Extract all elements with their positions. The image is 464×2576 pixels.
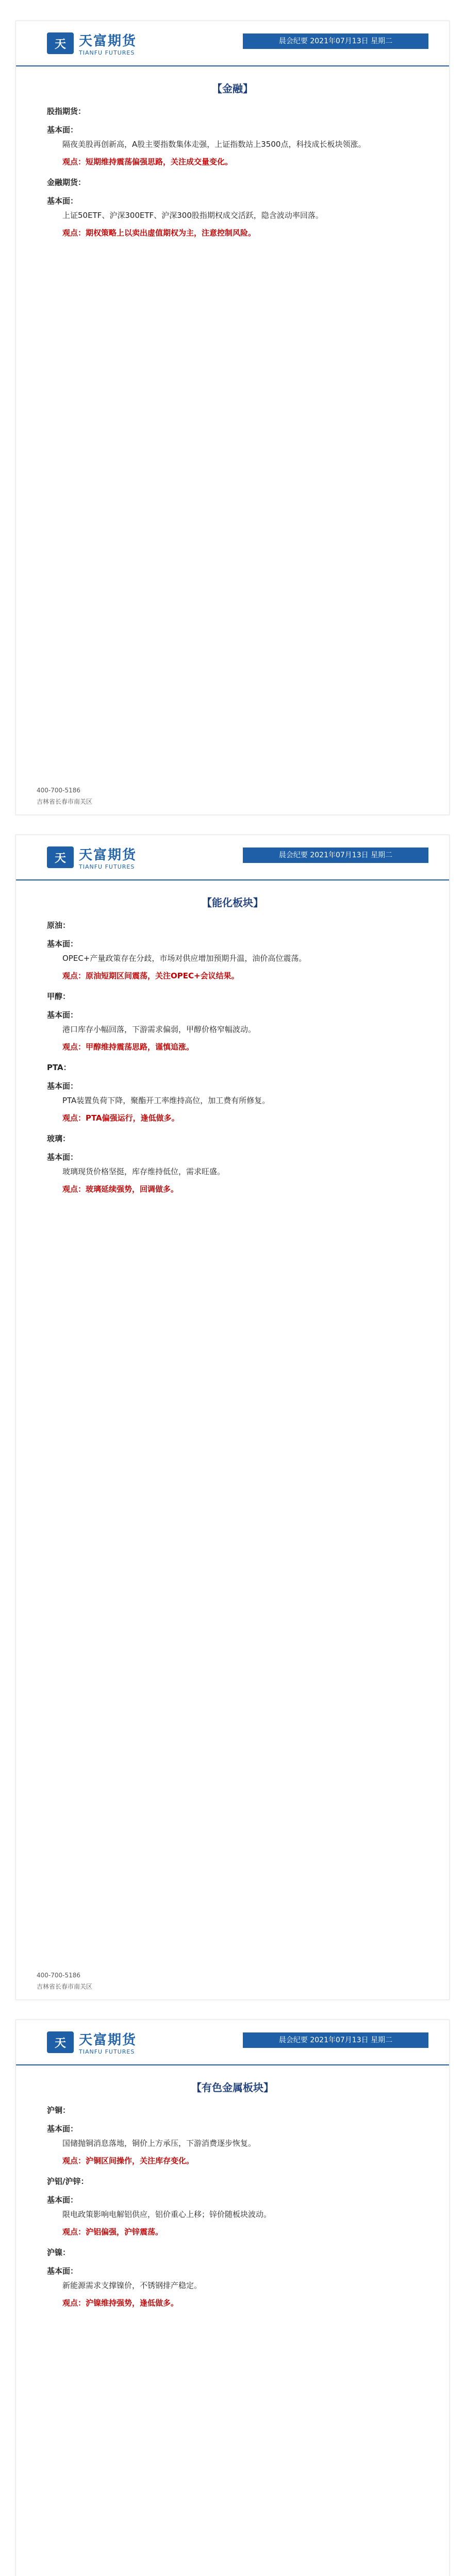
logo-name: 天富期货 [79, 33, 137, 49]
logo-name: 天富期货 [79, 2032, 137, 2048]
viewpoint: 观点：沪铝偏强，沪锌震荡。 [62, 2227, 163, 2236]
logo-subtitle: TIANFU FUTURES [79, 49, 135, 56]
paragraph: 上证50ETF、沪深300ETF、沪深300股指期权成交活跃，隐含波动率回落。 [62, 211, 323, 220]
item-subtitle: 基本面： [47, 196, 78, 206]
item-title: 沪铜： [47, 2106, 71, 2115]
item-title: 沪铝/沪锌： [47, 2177, 89, 2186]
address-text: 吉林省长春市南关区 [37, 798, 93, 805]
logo-subtitle: TIANFU FUTURES [79, 863, 135, 870]
item-subtitle: 基本面： [47, 939, 78, 948]
item-subtitle: 基本面： [47, 2124, 78, 2133]
item-title: PTA： [47, 1063, 71, 1072]
company-logo [47, 844, 137, 870]
paragraph: 港口库存小幅回落，下游需求偏弱，甲醇价格窄幅波动。 [62, 1025, 256, 1034]
report-date-banner: 晨会纪要 2021年07月13日 星期二 [243, 2032, 428, 2048]
footer-contact [37, 785, 92, 807]
item-title: 原油： [47, 921, 71, 930]
logo-icon: 天 [47, 32, 74, 54]
item-subtitle: 基本面： [47, 2195, 78, 2205]
paragraph: 隔夜美股再创新高，A股主要指数集体走强，上证指数站上3500点，科技成长板块领涨。 [62, 140, 366, 149]
logo-name: 天富期货 [79, 848, 137, 863]
company-logo [47, 2029, 137, 2055]
item-subtitle: 基本面： [47, 1081, 78, 1091]
page-header [16, 2020, 449, 2065]
paragraph: 玻璃现货价格坚挺，库存维持低位，需求旺盛。 [62, 1167, 225, 1176]
logo-subtitle: TIANFU FUTURES [79, 2048, 135, 2055]
viewpoint: 观点：原油短期区间震荡，关注OPEC+会议结果。 [62, 971, 239, 980]
item-title: 股指期货： [47, 107, 86, 116]
viewpoint: 观点：期权策略上以卖出虚值期权为主，注意控制风险。 [62, 228, 256, 238]
item-subtitle: 基本面： [47, 1153, 78, 1162]
viewpoint: 观点：甲醇维持震荡思路，谨慎追涨。 [62, 1042, 194, 1052]
viewpoint: 观点：短期维持震荡偏强思路，关注成交量变化。 [62, 157, 233, 166]
viewpoint: 观点：沪铜区间操作，关注库存变化。 [62, 2156, 194, 2165]
report-page-3 [15, 2020, 450, 2576]
item-title: 玻璃： [47, 1134, 71, 1143]
paragraph: 限电政策影响电解铝供应，铝价重心上移；锌价随板块波动。 [62, 2210, 272, 2219]
paragraph: 新能源需求支撑镍价，不锈钢排产稳定。 [62, 2281, 202, 2290]
phone-text: 400-700-5186 [37, 1972, 81, 1979]
section-title-finance: 【金融】 [212, 82, 253, 95]
item-subtitle: 基本面： [47, 2266, 78, 2276]
section-title-energy: 【能化板块】 [202, 896, 263, 909]
section-title-metals: 【有色金属板块】 [191, 2081, 274, 2094]
address-text: 吉林省长春市南关区 [37, 1983, 93, 1990]
report-page-1 [15, 21, 450, 815]
paragraph: PTA装置负荷下降，聚酯开工率维持高位，加工费有所修复。 [62, 1096, 270, 1105]
item-subtitle: 基本面： [47, 125, 78, 134]
page-header [16, 835, 449, 880]
viewpoint: 观点：玻璃延续强势，回调做多。 [62, 1184, 179, 1194]
page-header [16, 21, 449, 66]
footer-contact [37, 1970, 92, 1992]
item-title: 沪镍： [47, 2248, 71, 2257]
paragraph: 国储抛铜消息落地，铜价上方承压，下游消费逐步恢复。 [62, 2139, 256, 2148]
logo-icon: 天 [47, 2031, 74, 2053]
viewpoint: 观点：沪镍维持强势，逢低做多。 [62, 2298, 179, 2308]
item-title: 甲醇： [47, 992, 71, 1001]
company-logo [47, 30, 137, 56]
viewpoint: 观点：PTA偏强运行，逢低做多。 [62, 1113, 179, 1123]
report-date-banner: 晨会纪要 2021年07月13日 星期二 [243, 33, 428, 49]
item-title: 金融期货： [47, 178, 86, 187]
logo-icon: 天 [47, 846, 74, 868]
phone-text: 400-700-5186 [37, 787, 81, 794]
item-subtitle: 基本面： [47, 1010, 78, 1020]
report-date-banner: 晨会纪要 2021年07月13日 星期二 [243, 848, 428, 863]
paragraph: OPEC+产量政策存在分歧，市场对供应增加预期升温，油价高位震荡。 [62, 954, 307, 963]
report-page-2 [15, 835, 450, 2000]
